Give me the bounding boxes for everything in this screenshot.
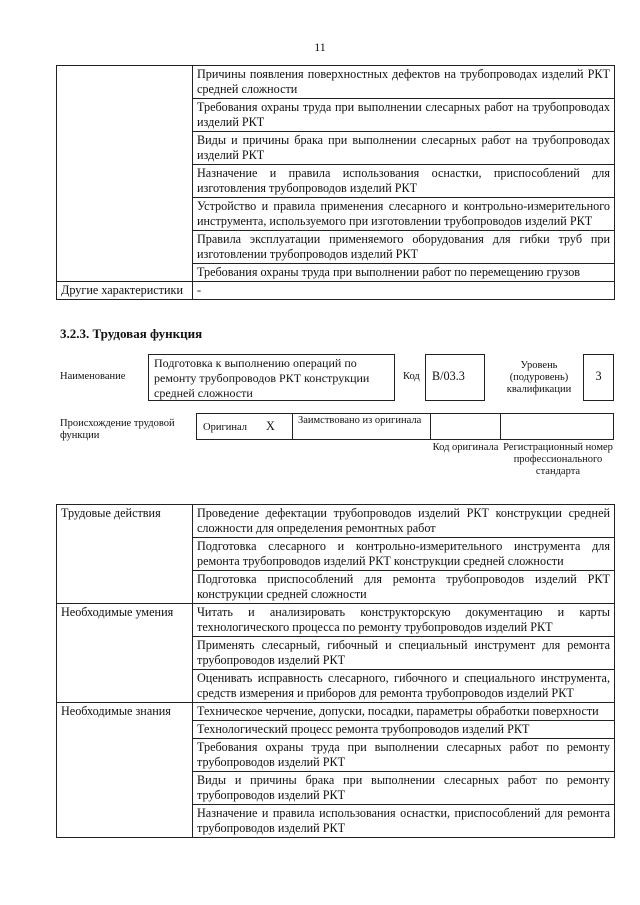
- registration-number-caption: Регистрационный номер профессионального стандарта: [503, 442, 613, 477]
- table-row: [57, 604, 615, 637]
- table-cell: Требования охраны труда при выполнении работ по перемещению грузов: [193, 264, 615, 282]
- borrowed-box: Заимствовано из оригинала: [292, 413, 431, 440]
- origin-label: Происхождение трудовой функции: [60, 418, 175, 441]
- original-mark: X: [266, 419, 275, 433]
- other-characteristics-label: Другие характеристики: [57, 282, 193, 300]
- table-cell: Техническое черчение, допуски, посадки, параметры обработки поверхности: [193, 703, 615, 721]
- table-cell: Правила эксплуатации применяемого оборудования для гибки труб при изготовлении трубопроводов изделий РКТ: [193, 231, 615, 264]
- table-cell: Технологический процесс ремонта трубопроводов изделий РКТ: [193, 721, 615, 739]
- group-label-labor-actions: Трудовые действия: [57, 505, 193, 604]
- knowledge-table-continued: [56, 65, 615, 300]
- registration-number-box: [500, 413, 614, 440]
- original-box: [196, 413, 293, 440]
- table-cell: Требования охраны труда при выполнении слесарных работ на трубопроводах изделий РКТ: [193, 99, 615, 132]
- page-number: 11: [314, 40, 326, 54]
- table-cell: Назначение и правила использования оснастки, приспособлений для ремонта трубопроводов изделий РКТ: [193, 805, 615, 838]
- other-characteristics-value: -: [193, 282, 615, 300]
- function-name-box: Подготовка к выполнению операций по ремонту трубопроводов РКТ конструкции средней сложности: [148, 354, 395, 401]
- table-row: [57, 703, 615, 721]
- table-cell: Виды и причины брака при выполнении слесарных работ по ремонту трубопроводов изделий РКТ: [193, 772, 615, 805]
- table-cell: Подготовка слесарного и контрольно-измерительного инструмента для ремонта трубопроводов изделий РКТ конструкции средней сложности: [193, 538, 615, 571]
- table-cell: Читать и анализировать конструкторскую документацию и карты технологического процесса по ремонту трубопроводов изделий РКТ: [193, 604, 615, 637]
- group-label-required-skills: Необходимые умения: [57, 604, 193, 703]
- name-label: Наименование: [60, 371, 126, 382]
- table-cell: Оценивать исправность слесарного, гибочного и специального инструмента, средств измерения и приборов для ремонта трубопроводов изделий РКТ: [193, 670, 615, 703]
- section-title: 3.2.3. Трудовая функция: [60, 326, 203, 341]
- original-label: Оригинал: [203, 422, 247, 433]
- original-code-box: [430, 413, 501, 440]
- table-row: [57, 505, 615, 538]
- table-cell: Подготовка приспособлений для ремонта трубопроводов изделий РКТ конструкции средней сложности: [193, 571, 615, 604]
- original-code-caption: Код оригинала: [432, 442, 499, 453]
- table-row: [57, 282, 615, 300]
- qualification-level-box: 3: [583, 354, 614, 401]
- table-cell: Применять слесарный, гибочный и специальный инструмент для ремонта трубопроводов изделий РКТ: [193, 637, 615, 670]
- table-cell: Назначение и правила использования оснастки, приспособлений для изготовления трубопроводов изделий РКТ: [193, 165, 615, 198]
- table-cell: Требования охраны труда при выполнении слесарных работ по ремонту трубопроводов изделий РКТ: [193, 739, 615, 772]
- code-box: В/03.3: [425, 354, 485, 401]
- code-label: Код: [403, 371, 420, 382]
- table-cell: Устройство и правила применения слесарного и контрольно-измерительного инструмента, используемого при изготовлении трубопроводов изделий РКТ: [193, 198, 615, 231]
- group-label-required-knowledge: Необходимые знания: [57, 703, 193, 838]
- qualification-level-label: Уровень (подуровень) квалификации: [506, 360, 572, 395]
- labor-function-table: [56, 504, 615, 838]
- table-row: [57, 66, 615, 99]
- table-cell: Виды и причины брака при выполнении слесарных работ на трубопроводах изделий РКТ: [193, 132, 615, 165]
- empty-label-cell: [57, 66, 193, 282]
- table-cell: Проведение дефектации трубопроводов изделий РКТ конструкции средней сложности для определения ремонтных работ: [193, 505, 615, 538]
- table-cell: Причины появления поверхностных дефектов на трубопроводах изделий РКТ средней сложности: [193, 66, 615, 99]
